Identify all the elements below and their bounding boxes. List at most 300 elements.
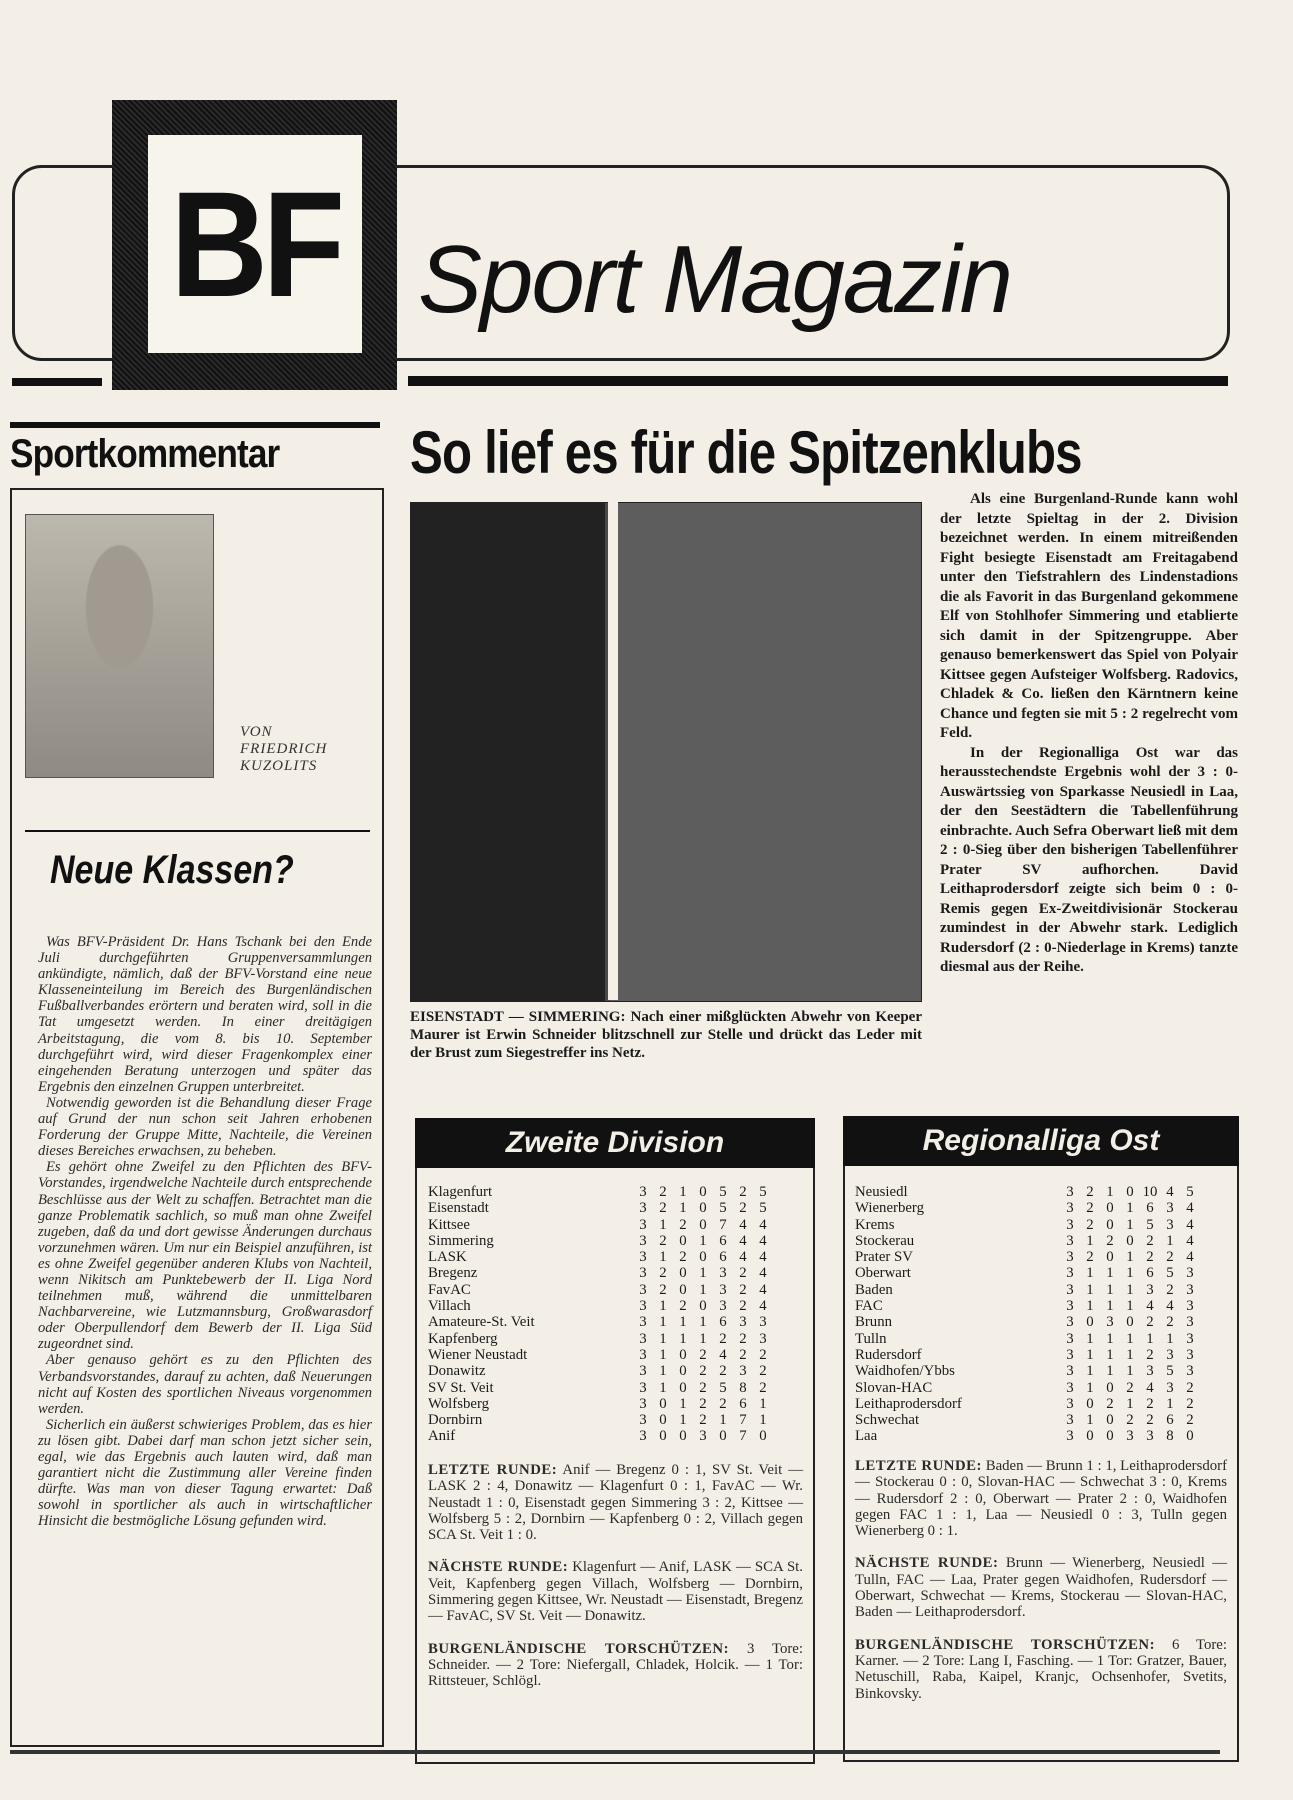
stat-cell: 3 (1146, 1428, 1154, 1445)
stat-cell: 0 (1106, 1428, 1114, 1445)
stat-cell: 0 (679, 1363, 687, 1380)
stat-cell: 2 (1126, 1412, 1134, 1429)
stat-cell: 1 (1126, 1216, 1134, 1233)
table-row (428, 1233, 773, 1249)
stat-cell: 2 (659, 1200, 667, 1217)
team-name: Anif (428, 1428, 456, 1445)
stat-cell: 2 (739, 1346, 747, 1363)
stat-cell: 1 (699, 1330, 707, 1347)
table-row (855, 1428, 1200, 1444)
stat-cell: 2 (1146, 1412, 1154, 1429)
stat-cell: 3 (639, 1363, 647, 1380)
article-paragraph: Als eine Burgenland-Runde kann wohl der letzte Spieltag in der 2. Division bezeichnet werden. In einem mitreißenden Fight besiegte Eisenstadt am Freitagabend unter den Tiefstrahlern des Lindenstadions die als Favorit in das Burgenland gekommene Elf von Stohlhofer Simmering und etablierte sich damit in der Spitzengruppe. Aber genauso bemerkenswert das Spiel von Polyair Kittsee gegen Aufsteiger Wolfsberg. Radovics, Chladek & Co. ließen den Kärntnern keine Chance und fegten sie mit 5 : 2 regelrecht vom Feld. (940, 491, 1238, 741)
stat-cell: 0 (699, 1200, 707, 1217)
byline (240, 724, 327, 775)
team-name: Waidhofen/Ybbs (855, 1363, 955, 1380)
team-name: Bregenz (428, 1265, 478, 1282)
stat-cell: 4 (1166, 1184, 1174, 1200)
stat-cell: 2 (679, 1298, 687, 1315)
table-row (428, 1380, 773, 1396)
stat-cell: 4 (739, 1216, 747, 1233)
next-round (855, 1555, 1227, 1620)
stat-cell: 2 (739, 1184, 747, 1200)
stat-cell: 3 (1186, 1314, 1194, 1331)
stat-cell: 2 (1166, 1249, 1174, 1266)
stat-cell: 3 (639, 1428, 647, 1445)
team-name: FavAC (428, 1281, 471, 1298)
table-row (855, 1282, 1200, 1298)
stat-cell: 5 (1166, 1265, 1174, 1282)
stat-cell: 3 (1106, 1314, 1114, 1331)
team-name: Villach (428, 1298, 471, 1315)
stat-cell: 3 (639, 1200, 647, 1217)
divider-left (12, 378, 102, 386)
team-name: Prater SV (855, 1249, 913, 1266)
team-name: Leithaprodersdorf (855, 1395, 962, 1412)
stat-cell: 2 (699, 1412, 707, 1429)
standings-table (428, 1184, 773, 1445)
stat-cell: 6 (1166, 1412, 1174, 1429)
stat-cell: 1 (659, 1379, 667, 1396)
stat-cell: 3 (639, 1314, 647, 1331)
stat-cell: 2 (1146, 1314, 1154, 1331)
table-row (855, 1184, 1200, 1200)
stat-cell: 1 (1166, 1232, 1174, 1249)
team-name: Tulln (855, 1330, 887, 1347)
scorers-text: 3 Tore: Schneider. — 2 Tore: Niefergall, Chladek, Holcik. — 1 Tor: Rittsteuer, Schlögl. (428, 1640, 803, 1690)
stat-cell: 1 (679, 1330, 687, 1347)
stat-cell: 3 (1066, 1314, 1074, 1331)
stat-cell: 2 (1106, 1232, 1114, 1249)
stat-cell: 1 (699, 1265, 707, 1282)
stat-cell: 2 (719, 1330, 727, 1347)
stat-cell: 3 (639, 1330, 647, 1347)
stat-cell: 1 (1126, 1330, 1134, 1347)
stat-cell: 5 (759, 1200, 767, 1217)
stat-cell: 2 (1186, 1379, 1194, 1396)
stat-cell: 1 (759, 1412, 767, 1429)
stat-cell: 1 (1086, 1412, 1094, 1429)
table-row (428, 1217, 773, 1233)
stat-cell: 2 (1146, 1249, 1154, 1266)
stat-cell: 4 (1146, 1379, 1154, 1396)
stat-cell: 0 (1186, 1428, 1194, 1445)
team-name: Schwechat (855, 1412, 920, 1429)
stat-cell: 1 (1106, 1265, 1114, 1282)
team-name: Rudersdorf (855, 1346, 922, 1363)
team-name: Amateure-St. Veit (428, 1314, 535, 1331)
stat-cell: 2 (739, 1330, 747, 1347)
regionalliga-table (855, 1184, 1200, 1445)
last-round-text: Anif — Bregenz 0 : 1, SV St. Veit — LASK 2 : 4, Donawitz — Klagenfurt 0 : 1, FavAC — Wr. Neustadt 1 : 0, Eisenstadt gegen Simmering 3 : 2, Kittsee — Wolfsberg 5 : 2, Dornbirn — Kapfenberg 0 : 2, Villach gegen SCA St. Veit 1 : 0. (428, 1462, 803, 1544)
stat-cell: 0 (1106, 1200, 1114, 1217)
photo-gap (608, 502, 618, 1000)
scorers-text: 6 Tore: Karner. — 2 Tore: Lang I, Fasching. — 1 Tor: Gratzer, Bauer, Netuschill, Raba, Kaipel, Kranjc, Ochsenhofer, Svetits, Binkovsky. (855, 1636, 1227, 1702)
team-name: Oberwart (855, 1265, 911, 1282)
stat-cell: 2 (1106, 1395, 1114, 1412)
table-row (428, 1249, 773, 1265)
stat-cell: 3 (719, 1281, 727, 1298)
last-round-label: LETZTE RUNDE: (855, 1458, 982, 1474)
stat-cell: 2 (659, 1281, 667, 1298)
stat-cell: 5 (719, 1184, 727, 1200)
stat-cell: 2 (1166, 1314, 1174, 1331)
stat-cell: 2 (739, 1200, 747, 1217)
caption-lead: EISENSTADT — SIMMERING: (410, 1009, 626, 1025)
stat-cell: 1 (659, 1216, 667, 1233)
next-round (428, 1559, 803, 1624)
stat-cell: 3 (1066, 1265, 1074, 1282)
stat-cell: 0 (1086, 1314, 1094, 1331)
regionalliga-title: Regionalliga Ost (843, 1116, 1239, 1166)
stat-cell: 0 (679, 1428, 687, 1445)
stat-cell: 2 (739, 1265, 747, 1282)
stat-cell: 1 (1126, 1298, 1134, 1315)
stat-cell: 7 (739, 1412, 747, 1429)
stat-cell: 7 (739, 1428, 747, 1445)
stat-cell: 6 (1146, 1265, 1154, 1282)
stat-cell: 1 (659, 1346, 667, 1363)
stat-cell: 1 (1086, 1379, 1094, 1396)
stat-cell: 2 (1186, 1395, 1194, 1412)
stat-cell: 8 (739, 1379, 747, 1396)
stat-cell: 4 (759, 1232, 767, 1249)
stat-cell: 5 (1186, 1184, 1194, 1200)
team-name: FAC (855, 1298, 883, 1315)
stat-cell: 0 (1126, 1314, 1134, 1331)
stat-cell: 3 (1066, 1298, 1074, 1315)
stat-cell: 3 (1066, 1184, 1074, 1200)
stat-cell: 6 (719, 1249, 727, 1266)
team-name: LASK (428, 1249, 467, 1266)
next-round-label: NÄCHSTE RUNDE: (855, 1555, 999, 1572)
last-round (855, 1458, 1227, 1539)
stat-cell: 1 (759, 1395, 767, 1412)
caption-text: Nach einer mißglückten Abwehr von Keeper Maurer ist Erwin Schneider blitzschnell zur Stelle und drückt das Leder mit der Brust zum Siegestreffer ins Netz. (410, 1009, 923, 1061)
commentary-body (38, 934, 372, 1529)
next-round-text: Brunn — Wienerberg, Neusiedl — Tulln, FAC — Laa, Prater gegen Waidhofen, Rudersdorf — Oberwart, Schwechat — Krems, Stockerau — Slovan-HAC, Baden — Leithaprodersdorf. (855, 1555, 1227, 1621)
table-row (428, 1347, 773, 1363)
stat-cell: 3 (639, 1379, 647, 1396)
stat-cell: 1 (1126, 1346, 1134, 1363)
stat-cell: 0 (699, 1216, 707, 1233)
stat-cell: 4 (739, 1249, 747, 1266)
stat-cell: 4 (1186, 1232, 1194, 1249)
table-row (855, 1249, 1200, 1265)
table-row (855, 1233, 1200, 1249)
stat-cell: 3 (639, 1265, 647, 1282)
commentary-rule (25, 830, 370, 832)
stat-cell: 0 (1086, 1395, 1094, 1412)
team-name: Brunn (855, 1314, 892, 1331)
table-row (428, 1412, 773, 1428)
stat-cell: 3 (1186, 1363, 1194, 1380)
stat-cell: 2 (1126, 1379, 1134, 1396)
team-name: Kapfenberg (428, 1330, 498, 1347)
stat-cell: 3 (1166, 1379, 1174, 1396)
stat-cell: 1 (719, 1412, 727, 1429)
table-row (428, 1314, 773, 1330)
table-row (855, 1200, 1200, 1216)
stat-cell: 4 (1186, 1200, 1194, 1217)
stat-cell: 3 (1186, 1346, 1194, 1363)
stat-cell: 3 (759, 1330, 767, 1347)
commentary-paragraph: Aber genauso gehört es zu den Pflichten des Verbandsvorstandes, darauf zu achten, daß Neuerungen nicht auf Kosten des sportlichen Niveaus vorgenommen werden. (38, 1352, 372, 1417)
stat-cell: 2 (659, 1184, 667, 1200)
team-name: Dornbirn (428, 1412, 483, 1429)
stat-cell: 3 (1146, 1363, 1154, 1380)
stat-cell: 2 (1146, 1232, 1154, 1249)
team-name: Eisenstadt (428, 1200, 489, 1217)
stat-cell: 3 (1066, 1200, 1074, 1217)
stat-cell: 1 (659, 1363, 667, 1380)
stat-cell: 2 (1086, 1200, 1094, 1217)
stat-cell: 4 (759, 1249, 767, 1266)
table-row (428, 1331, 773, 1347)
stat-cell: 2 (719, 1363, 727, 1380)
stat-cell: 0 (1106, 1379, 1114, 1396)
stat-cell: 1 (1126, 1249, 1134, 1266)
stat-cell: 1 (1126, 1363, 1134, 1380)
stat-cell: 10 (1142, 1184, 1158, 1200)
commentary-paragraph: Es gehört ohne Zweifel zu den Pflichten des BFV-Vorstandes, irgendwelche Nachteile durch entsprechende Beschlüsse aus der Welt zu schaffen. Betrachtet man die ganze Problematik sachlich, so muß man ohne Zweifel zugeben, daß da und dort gewisse Änderungen durchaus vorzunehmen wären. Um nur ein Beispiel anzuführen, ist es ohne Zweifel gegenüber anderen Klubs von Nachteil, wenn Nikitsch am Punktebewerb der II. Liga Nord teilnehmen muß, während die unmittelbaren Nachbarvereine, wie Lutzmannsburg, Großwarasdorf oder Oberpullendorf dem Bewerb der II. Liga Süd zugeordnet sind. (38, 1159, 372, 1353)
stat-cell: 2 (1166, 1281, 1174, 1298)
table-row (855, 1298, 1200, 1314)
stat-cell: 2 (759, 1363, 767, 1380)
table-row (428, 1200, 773, 1216)
stat-cell: 3 (1186, 1265, 1194, 1282)
team-name: Wolfsberg (428, 1395, 490, 1412)
stat-cell: 2 (679, 1249, 687, 1266)
stat-cell: 2 (739, 1298, 747, 1315)
scorers-label: BURGENLÄNDISCHE TORSCHÜTZEN: (855, 1636, 1156, 1653)
stat-cell: 1 (1086, 1298, 1094, 1315)
stat-cell: 1 (679, 1395, 687, 1412)
author-photo (25, 514, 214, 778)
stat-cell: 5 (759, 1184, 767, 1200)
stat-cell: 1 (1166, 1395, 1174, 1412)
article-headline: So lief es für die Spitzenklubs (410, 419, 1082, 486)
stat-cell: 1 (659, 1298, 667, 1315)
stat-cell: 3 (1166, 1200, 1174, 1217)
byline-first: FRIEDRICH (240, 741, 328, 757)
stat-cell: 1 (1106, 1346, 1114, 1363)
team-name: Neusiedl (855, 1184, 908, 1200)
stat-cell: 4 (1186, 1249, 1194, 1266)
stat-cell: 1 (1126, 1200, 1134, 1217)
stat-cell: 2 (679, 1216, 687, 1233)
stat-cell: 1 (1086, 1346, 1094, 1363)
stat-cell: 3 (1066, 1281, 1074, 1298)
commentary-paragraph: Sicherlich ein äußerst schwieriges Problem, das es hier zu lösen gibt. Dabei darf man schon jetzt sicher sein, egal, wie das Ergebnis auch lauten wird, daß man garantiert nicht die Zustimmung aller Vereine finden dürfte. Was man von dieser Tagung erwartet: Daß sowohl in sportlicher als auch in wirtschaftlicher Hinsicht die bestmögliche Lösung gefunden wird. (38, 1416, 372, 1530)
stat-cell: 3 (639, 1412, 647, 1429)
team-name: Kittsee (428, 1216, 470, 1233)
stat-cell: 3 (1066, 1428, 1074, 1445)
stat-cell: 3 (1166, 1346, 1174, 1363)
stat-cell: 4 (739, 1232, 747, 1249)
stat-cell: 0 (679, 1232, 687, 1249)
team-name: Simmering (428, 1232, 494, 1249)
stat-cell: 3 (1186, 1298, 1194, 1315)
team-name: Baden (855, 1281, 893, 1298)
stat-cell: 0 (659, 1412, 667, 1429)
stat-cell: 1 (1106, 1281, 1114, 1298)
stat-cell: 3 (639, 1281, 647, 1298)
last-round (428, 1462, 803, 1543)
stat-cell: 0 (719, 1428, 727, 1445)
stat-cell: 0 (1106, 1249, 1114, 1266)
stat-cell: 3 (639, 1232, 647, 1249)
division2-table (428, 1184, 773, 1445)
stat-cell: 1 (1086, 1265, 1094, 1282)
table-row (855, 1380, 1200, 1396)
team-name: Slovan-HAC (855, 1379, 933, 1396)
table-row (855, 1347, 1200, 1363)
stat-cell: 2 (699, 1363, 707, 1380)
stat-cell: 0 (1106, 1216, 1114, 1233)
magazine-title: Sport Magazin (418, 226, 1011, 333)
table-row (428, 1298, 773, 1314)
stat-cell: 1 (1086, 1330, 1094, 1347)
bottom-rule (10, 1750, 1220, 1754)
stat-cell: 0 (1106, 1412, 1114, 1429)
stat-cell: 1 (679, 1200, 687, 1217)
stat-cell: 0 (699, 1249, 707, 1266)
stat-cell: 4 (759, 1298, 767, 1315)
stat-cell: 1 (1106, 1330, 1114, 1347)
stat-cell: 2 (759, 1379, 767, 1396)
scorers-label: BURGENLÄNDISCHE TORSCHÜTZEN: (428, 1640, 730, 1657)
standings-table (855, 1184, 1200, 1445)
division2-notes (428, 1462, 803, 1706)
byline-von: VON (240, 724, 273, 740)
stat-cell: 6 (719, 1314, 727, 1331)
stat-cell: 4 (759, 1216, 767, 1233)
stat-cell: 5 (719, 1379, 727, 1396)
stat-cell: 0 (679, 1281, 687, 1298)
table-row (428, 1396, 773, 1412)
stat-cell: 0 (699, 1184, 707, 1200)
stat-cell: 3 (739, 1314, 747, 1331)
stat-cell: 0 (1126, 1232, 1134, 1249)
table-row (855, 1331, 1200, 1347)
table-row (428, 1363, 773, 1379)
stat-cell: 4 (759, 1281, 767, 1298)
stat-cell: 3 (1066, 1395, 1074, 1412)
stat-cell: 1 (1106, 1363, 1114, 1380)
stat-cell: 3 (719, 1265, 727, 1282)
stat-cell: 0 (699, 1298, 707, 1315)
byline-last: KUZOLITS (240, 758, 318, 774)
divider-right (408, 376, 1228, 386)
stat-cell: 2 (759, 1346, 767, 1363)
stat-cell: 1 (1166, 1330, 1174, 1347)
stat-cell: 2 (1186, 1412, 1194, 1429)
stat-cell: 3 (639, 1249, 647, 1266)
stat-cell: 3 (759, 1314, 767, 1331)
stat-cell: 2 (699, 1395, 707, 1412)
stat-cell: 3 (639, 1184, 647, 1200)
stat-cell: 0 (659, 1395, 667, 1412)
table-row (428, 1282, 773, 1298)
stat-cell: 3 (1186, 1330, 1194, 1347)
stat-cell: 3 (639, 1216, 647, 1233)
stat-cell: 1 (699, 1314, 707, 1331)
stat-cell: 3 (1066, 1412, 1074, 1429)
team-name: Wiener Neustadt (428, 1346, 528, 1363)
team-name: Laa (855, 1428, 878, 1445)
stat-cell: 0 (679, 1379, 687, 1396)
next-round-text: Klagenfurt — Anif, LASK — SCA St. Veit, Kapfenberg gegen Villach, Wolfsberg — Dornbirn, Simmering gegen Kittsee, Wr. Neustadt — Eisenstadt, Bregenz — FavAC, SV St. Veit — Donawitz. (428, 1559, 803, 1625)
divider-commentary (10, 422, 380, 428)
bf-logo: BF (170, 160, 340, 328)
regionalliga-notes (855, 1458, 1227, 1718)
stat-cell: 1 (1086, 1232, 1094, 1249)
team-name: Wienerberg (855, 1200, 924, 1217)
table-row (855, 1396, 1200, 1412)
stat-cell: 3 (1066, 1330, 1074, 1347)
stat-cell: 2 (739, 1281, 747, 1298)
stat-cell: 1 (699, 1232, 707, 1249)
stat-cell: 2 (1086, 1184, 1094, 1200)
stat-cell: 3 (1066, 1346, 1074, 1363)
stat-cell: 3 (739, 1363, 747, 1380)
table-row (855, 1412, 1200, 1428)
stat-cell: 0 (679, 1346, 687, 1363)
stat-cell: 2 (1146, 1395, 1154, 1412)
scorers (855, 1637, 1227, 1702)
team-name: Donawitz (428, 1363, 486, 1380)
stat-cell: 2 (699, 1379, 707, 1396)
stat-cell: 0 (1086, 1428, 1094, 1445)
stat-cell: 3 (719, 1298, 727, 1315)
stat-cell: 2 (659, 1232, 667, 1249)
stat-cell: 1 (659, 1249, 667, 1266)
stat-cell: 3 (699, 1428, 707, 1445)
stat-cell: 3 (1066, 1249, 1074, 1266)
stat-cell: 0 (1126, 1184, 1134, 1200)
stat-cell: 0 (679, 1265, 687, 1282)
stat-cell: 7 (719, 1216, 727, 1233)
table-row (428, 1184, 773, 1200)
stat-cell: 5 (1146, 1216, 1154, 1233)
last-round-label: LETZTE RUNDE: (428, 1462, 558, 1478)
commentary-headline: Neue Klassen? (50, 848, 294, 892)
stat-cell: 0 (659, 1428, 667, 1445)
article-body (940, 490, 1238, 978)
stat-cell: 2 (1086, 1249, 1094, 1266)
stat-cell: 3 (1066, 1232, 1074, 1249)
stat-cell: 4 (1146, 1298, 1154, 1315)
team-name: SV St. Veit (428, 1379, 494, 1396)
table-row (855, 1363, 1200, 1379)
photo-caption (410, 1008, 922, 1062)
table-row (855, 1265, 1200, 1281)
stat-cell: 3 (1126, 1428, 1134, 1445)
stat-cell: 1 (1126, 1265, 1134, 1282)
stat-cell: 1 (1086, 1363, 1094, 1380)
stat-cell: 3 (639, 1298, 647, 1315)
stat-cell: 1 (699, 1281, 707, 1298)
division2-title: Zweite Division (415, 1118, 815, 1168)
stat-cell: 6 (1146, 1200, 1154, 1217)
stat-cell: 1 (1146, 1330, 1154, 1347)
stat-cell: 4 (719, 1346, 727, 1363)
scorers (428, 1641, 803, 1690)
table-row (428, 1265, 773, 1281)
stat-cell: 1 (1106, 1184, 1114, 1200)
stat-cell: 2 (719, 1395, 727, 1412)
